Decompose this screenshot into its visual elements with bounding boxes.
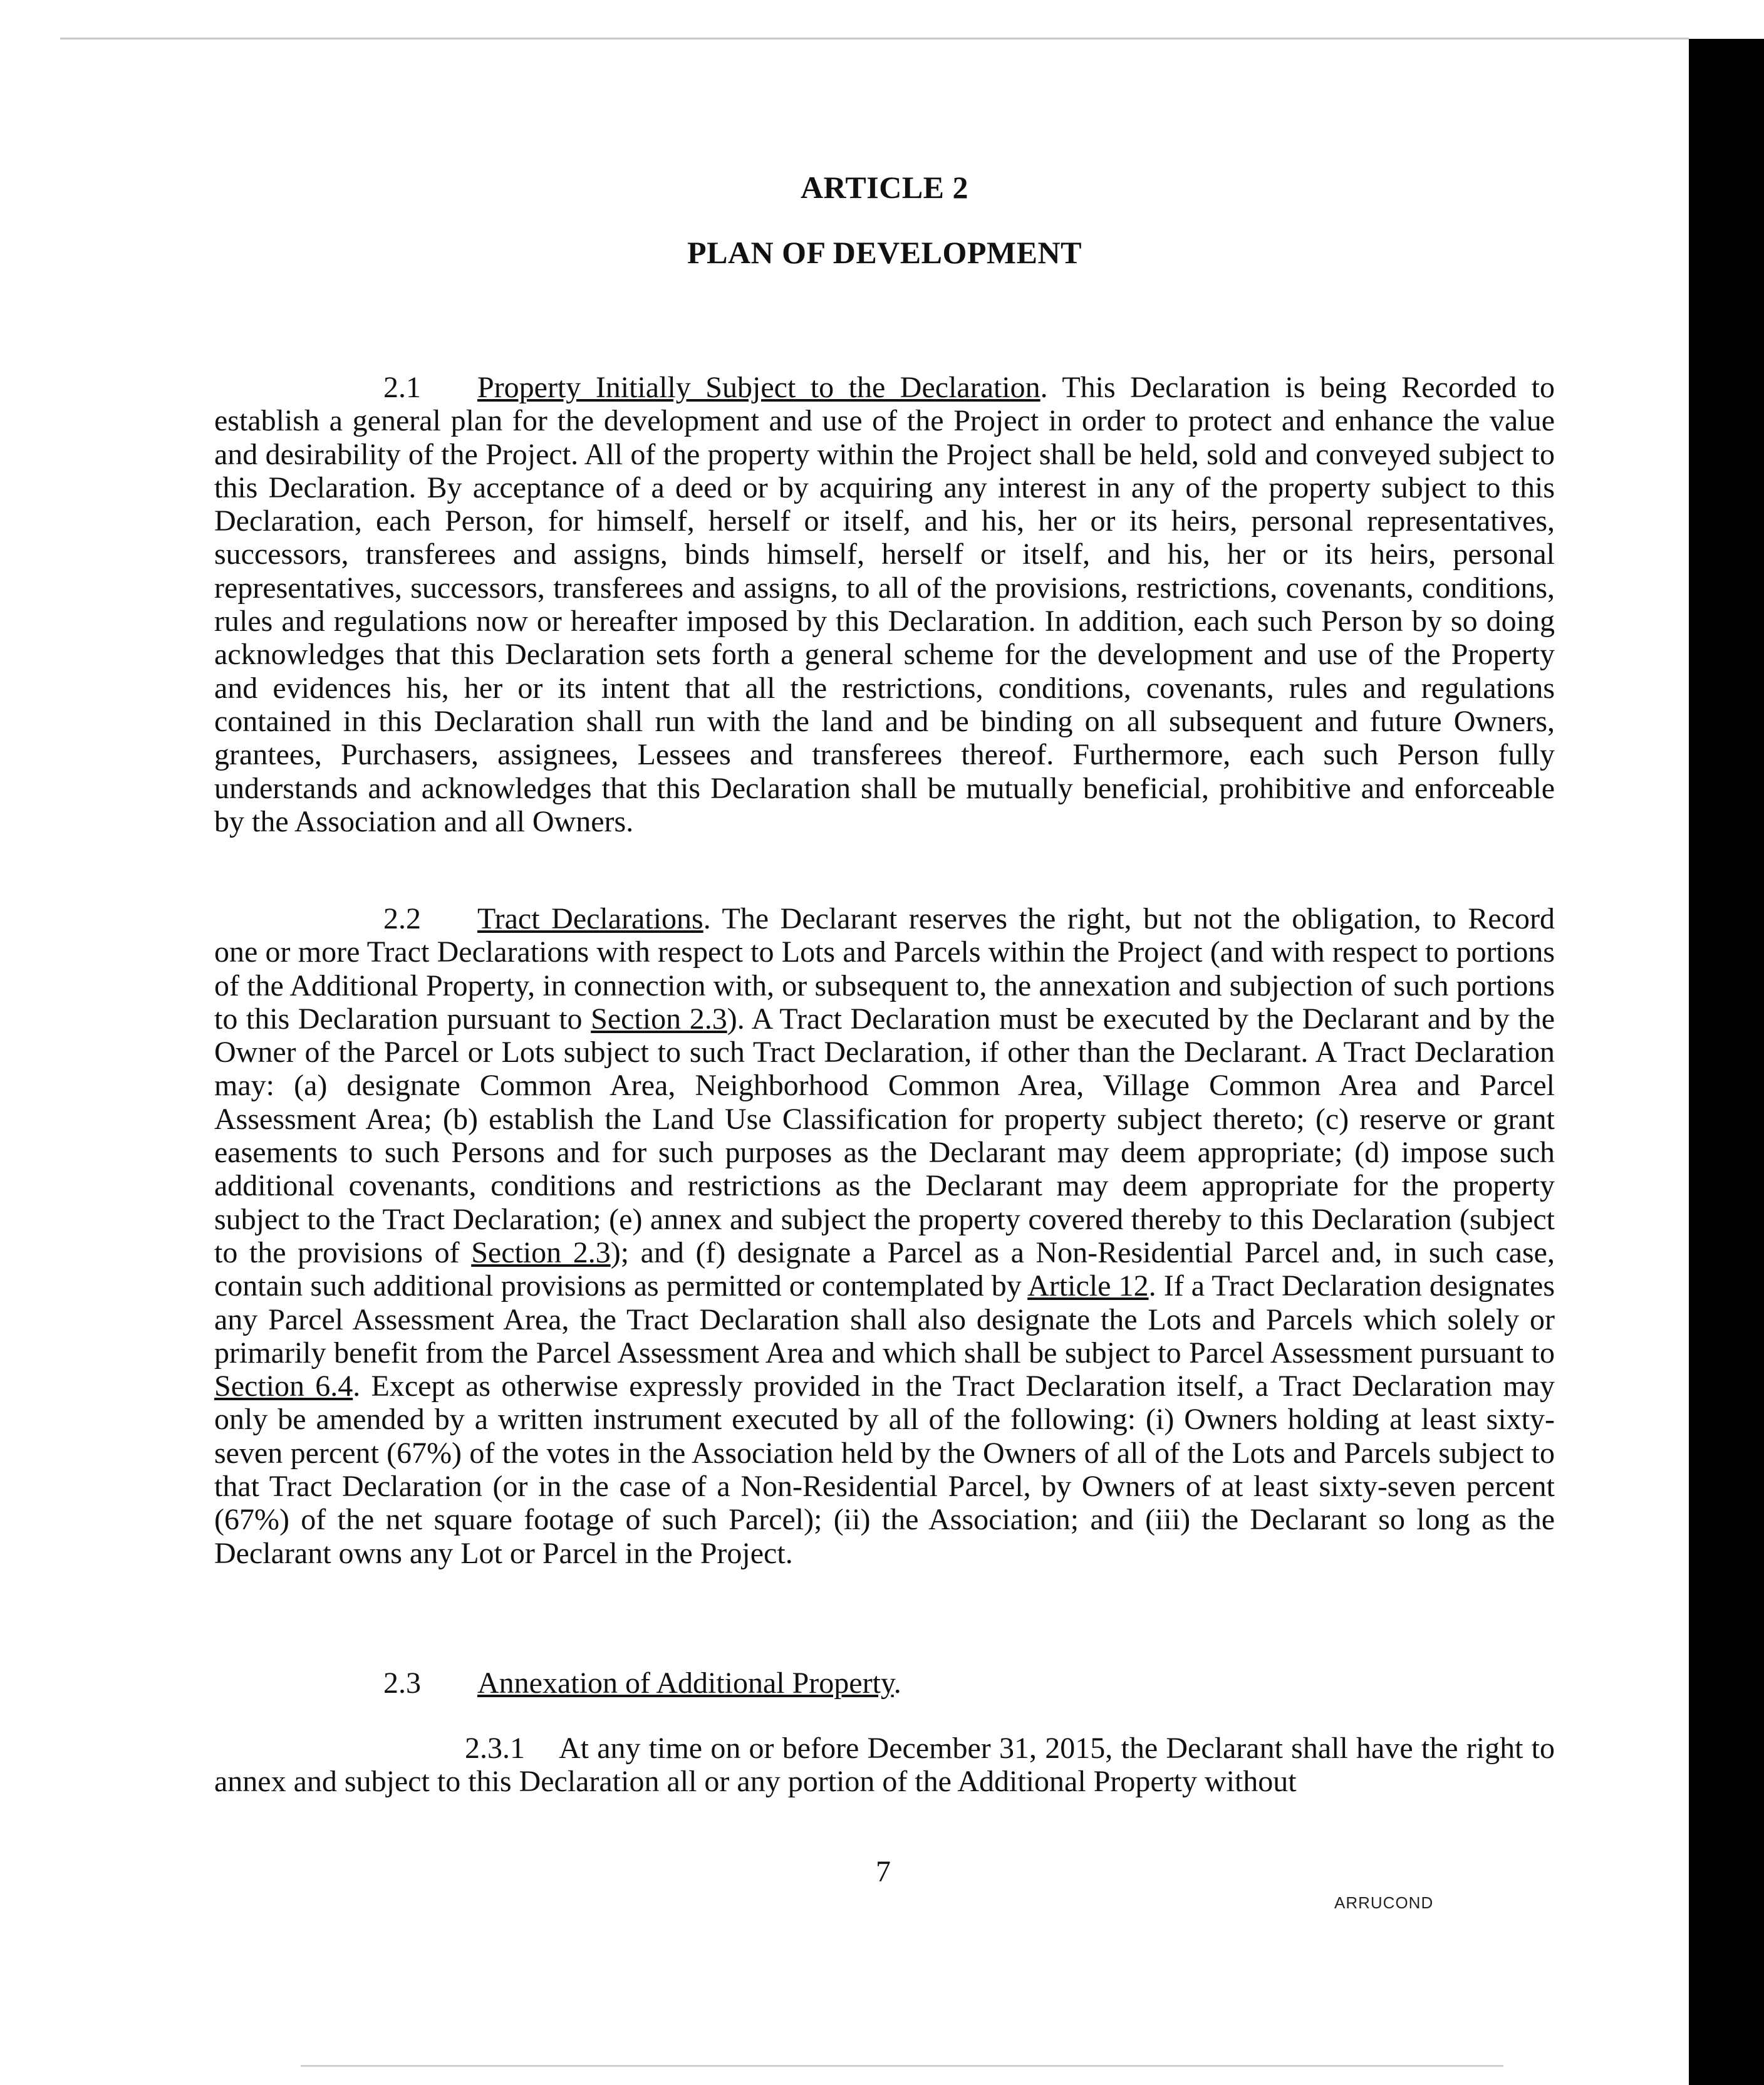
- section-number: 2.1: [383, 371, 421, 404]
- section-title: Annexation of Additional Property: [477, 1666, 894, 1700]
- section-title-suffix: .: [893, 1666, 901, 1700]
- section-2-3-1: [214, 1732, 1555, 1799]
- footer-document-code: ARRUCOND: [1334, 1893, 1434, 1912]
- section-2-2: [214, 902, 1555, 1570]
- cross-reference-link[interactable]: Section 2.3: [471, 1235, 611, 1269]
- section-body: . This Declaration is being Recorded to establish a general plan for the development and use of the Project in order to protect and enhance the value and desirability of the Project. All of the property within the Project shall be held, sold and conveyed subject to this Declaration. By acceptance of a deed or by acquiring any interest in any of the property subject to this Declaration, each Person, for himself, herself or itself, and his, her or its heirs, personal representatives, successors, transferees and assigns, binds himself, herself or itself, and his, her or its heirs, personal representatives, successors, transferees and assigns, to all of the provisions, restrictions, covenants, conditions, rules and regulations now or hereafter imposed by this Declaration. In addition, each such Person by so doing acknowledges that this Declaration sets forth a general scheme for the development and use of the Property and evidences his, her or its intent that all the restrictions, conditions, covenants, rules and regulations contained in this Declaration shall run with the land and be binding on all subsequent and future Owners, grantees, Purchasers, assignees, Lessees and transferees thereof. Furthermore, each such Person fully understands and acknowledges that this Declaration shall be mutually beneficial, prohibitive and enforceable by the Association and all Owners.: [214, 371, 1555, 838]
- section-number: 2.3: [383, 1666, 421, 1700]
- section-title: Tract Declarations: [477, 902, 703, 935]
- section-number: 2.2: [383, 902, 421, 935]
- section-body-part: ). A Tract Declaration must be executed by the Declarant and by the Owner of the Parcel or Lots subject to such Tract Declaration, if other than the Declarant. A Tract Declaration may: (a) designate Common Area, Neighborhood Common Area, Village Common Area and Parcel Assessment Area; (b) establish the Land Use Classification for property subject thereto; (c) reserve or grant easements to such Persons and for such purposes as the Declarant may deem appropriate; (d) impose such additional covenants, conditions and restrictions as the Declarant may deem appropriate for the property subject to the Tract Declaration; (e) annex and subject the property covered thereby to this Declaration (subject to the provisions of: [214, 1002, 1555, 1269]
- cross-reference-link[interactable]: Article 12: [1027, 1269, 1149, 1303]
- section-2-3-1-paragraph: [214, 1732, 1555, 1799]
- section-2-3-heading: [214, 1666, 1555, 1700]
- section-2-2-paragraph: [214, 902, 1555, 1570]
- section-body: At any time on or before December 31, 2015, the Declarant shall have the right to annex and subject to this Declaration all or any portion of the Additional Property without: [214, 1732, 1555, 1799]
- section-title: Property Initially Subject to the Declaration: [477, 371, 1040, 404]
- cross-reference-link[interactable]: Section 2.3: [591, 1002, 727, 1036]
- section-body-part: . Except as otherwise expressly provided in the Tract Declaration itself, a Tract Declaration may only be amended by a written instrument executed by all of the following: (i) Owners holding at least sixty-seven percent (67%) of the votes in the Association held by the Owners of all of the Lots and Parcels subject to that Tract Declaration (or in the case of a Non-Residential Parcel, by Owners of at least sixty-seven percent (67%) of the net square footage of such Parcel); (ii) the Association; and (iii) the Declarant so long as the Declarant owns any Lot or Parcel in the Project.: [214, 1370, 1555, 1570]
- section-body-part: . If a Tract Declaration designates any Parcel Assessment Area, the Tract Declaration shall also designate the Lots and Parcels which solely or primarily benefit from the Parcel Assessment Area and which shall be subject to Parcel Assessment pursuant to: [214, 1269, 1555, 1370]
- bottom-scan-edge: [301, 2065, 1503, 2067]
- section-2-1: [214, 371, 1555, 838]
- top-scan-edge: [60, 38, 1689, 39]
- article-title: PLAN OF DEVELOPMENT: [687, 235, 1082, 270]
- section-body-part: ); and (f) designate a Parcel as a Non-Residential Parcel and, in such case, contain such additional provisions as permitted or contemplated by: [214, 1235, 1555, 1303]
- section-2-1-paragraph: [214, 371, 1555, 838]
- article-heading: ARTICLE 2: [800, 170, 969, 205]
- section-body-part: . The Declarant reserves the right, but not the obligation, to Record one or more Tract Declarations with respect to Lots and Parcels within the Project (and with respect to portions of the Additional Property, in connection with, or subsequent to, the annexation and subjection of such portions to this Declaration pursuant to: [214, 902, 1555, 1036]
- scan-margin-bar: [1689, 39, 1764, 2085]
- section-number: 2.3.1: [465, 1732, 525, 1765]
- section-2-3: [214, 1666, 1555, 1700]
- page-number: 7: [876, 1855, 891, 1888]
- cross-reference-link[interactable]: Section 6.4: [214, 1370, 353, 1403]
